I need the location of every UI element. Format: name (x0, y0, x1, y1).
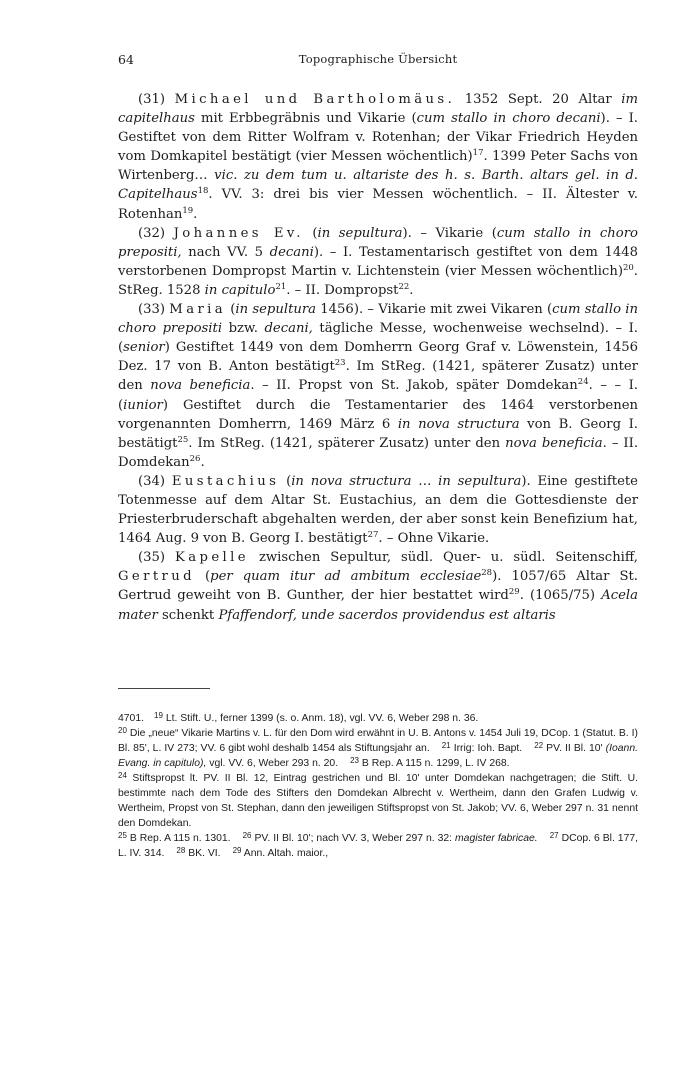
note-ref: 24 (577, 377, 589, 388)
footnote-22: PV. II Bl. 10' (546, 742, 603, 754)
note-ref: 21 (275, 281, 287, 292)
footnote-28: BK. VI. (188, 848, 221, 860)
footnote-20: $^{20}$ Die „neue“ Vikarie Martins v. L. für den Dom wird erwähnt in U. B. Antons v. 1454 Juli 19, DCop. 1 (Statut. B. I) Bl. 85', L. IV 273; VV. 6 gibt wohl deshalb 1454 als Stiftungsjahr an. $^{21}$ Irrig: Ioh. Bapt. $^{22}$ PV. II Bl. 10' (Ioann. Evang. in capitulo), vgl. VV. 6, Weber 293 n. 20. $^{23}$ B Rep. A 115 n. 1299, L. IV 268. (118, 725, 638, 769)
entry-31-name: Michael und Bartholomäus. (174, 92, 456, 107)
footnote-rule (118, 688, 210, 689)
note-ref: 26 (189, 453, 201, 464)
entry-35-name2: Gertrud (118, 569, 195, 585)
footnote-26: PV. II Bl. 10'; nach VV. 3, Weber 297 n. 32: (254, 833, 453, 845)
entry-33-name: Maria (169, 302, 227, 318)
note-ref: 19 (182, 205, 194, 216)
footnote-21: Irrig: Ioh. Bapt. (453, 742, 523, 754)
footnote-line: 4701. $^{19}$ Lt. Stift. U., ferner 1399 (s. o. Anm. 18), vgl. VV. 6, Weber 298 n. 36. (118, 710, 479, 724)
entry-32-name: Johannes Ev. (173, 225, 304, 241)
footnote-27: DCop. 6 Bl. 177, L. IV. 314. (118, 833, 639, 860)
footnote-19: Lt. Stift. U., ferner 1399 (s. o. Anm. 18), vgl. VV. 6, Weber 298 n. 36. (165, 712, 479, 724)
note-ref: 29 (508, 587, 520, 598)
page-number: 64 (118, 52, 134, 67)
footnote-24: $^{24}$ Stiftspropst lt. PV. II Bl. 12, Eintrag gestrichen und Bl. 10' unter Domdekan nachgetragen; die Stift. U. bestimmte nach dem Tode des Stifters den Domdekan Albrecht v. Wertheim, dann den Grafen Ludwig v. Wertheim, Propst von St. Stephan, dann den jeweiligen Stiftspropst von St. Jakob; VV. 6, Weber 297 n. 31 nennt den Domdekan. (118, 771, 638, 830)
entry-35-name: Kapelle (175, 550, 250, 566)
note-ref: 18 (197, 186, 209, 197)
note-ref: 23 (334, 358, 346, 369)
entry-35: (35) Kapelle zwischen Sepultur, südl. Quer- u. südl. Seitenschiff, Gertrud (per quam itur ad ambitum ecclesiae$^{28}$). 1057/65 Altar St. Gertrud geweiht von B. Gunther, der hier bestattet wird$^{29}$. (1065/75) Acela mater schenkt Pfaffendorf, unde sacerdos providendus est altaris (118, 550, 638, 623)
carry-over-note: 4701. (118, 712, 145, 724)
entry-31: (31) Michael und Bartholomäus. 1352 Sept. 20 Altar im capitelhaus mit Erbbegräbnis und Vikarie (cum stallo in choro decani). – I. Gestiftet von dem Ritter Wolfram v. Rotenhan; der Vikar Friedrich Heyden vom Domkapitel bestätigt (vier Messen wöchentlich)$^{17}$. 1399 Peter Sachs von Wirtenberg… vic. zu dem tum u. altariste des h. s. Barth. altars gel. in d. Capitelhaus$^{18}$. VV. 3: drei bis vier Messen wöchentlich. – II. Ältester v. Rotenhan$^{19}$. (118, 92, 639, 222)
note-ref: 22 (398, 281, 410, 292)
note-ref: 20 (622, 262, 634, 273)
note-ref: 17 (472, 148, 484, 159)
footnote-25: $^{25}$ B Rep. A 115 n. 1301. $^{26}$ PV. II Bl. 10'; nach VV. 3, Weber 297 n. 32: magister fabricae. $^{27}$ DCop. 6 Bl. 177, L. IV. 314. $^{28}$ BK. VI. $^{29}$ Ann. Altah. maior., (118, 831, 639, 860)
body-text (118, 90, 638, 625)
entry-32: (32) Johannes Ev. (in sepultura). – Vikarie (cum stallo in choro prepositi, nach VV. 5 decani). – I. Testamentarisch gestiftet von dem 1448 verstorbenen Dompropst Martin v. Lichtenstein (vier Messen wöchentlich)$^{20}$. StReg. 1528 in capitulo$^{21}$. – II. Dompropst$^{22}$. (118, 225, 639, 298)
note-ref: 25 (177, 434, 189, 445)
entry-34: (34) Eustachius (in nova structura … in sepultura). Eine gestiftete Totenmesse auf dem Altar St. Eustachius, an dem die Gottesdienste der Priesterbruderschaft abgehalten werden, der aber sonst kein Benefizium hat, 1464 Aug. 9 von B. Georg I. bestätigt$^{27}$. – Ohne Vikarie. (118, 473, 638, 547)
note-ref: 27 (367, 530, 379, 541)
entry-33: (33) Maria (in sepultura 1456). – Vikarie mit zwei Vikaren (cum stallo in choro prepositi bzw. decani, tägliche Messe, wochenweise wechselnd). – I. (senior) Gestiftet 1449 von dem Domherrn Georg Graf v. Löwenstein, 1456 Dez. 17 von B. Anton bestätigt$^{23}$. Im StReg. (1421, späterer Zusatz) unter den nova beneficia. – II. Propst von St. Jakob, später Domdekan$^{24}$. – – I. (iunior) Gestiftet durch die Testamentarier des 1464 verstorbenen vorgenannten Domherrn, 1469 März 6 in nova structura von B. Georg I. bestätigt$^{25}$. Im StReg. (1421, späterer Zusatz) unter den nova beneficia. – II. Domdekan$^{26}$. (118, 302, 639, 470)
page (118, 52, 638, 862)
entry-34-name: Eustachius (171, 473, 280, 489)
footnote-23: B Rep. A 115 n. 1299, L. IV 268. (361, 757, 510, 769)
footnote-29: Ann. Altah. maior., (243, 848, 329, 860)
footnotes (118, 711, 638, 862)
running-title: Topographische Übersicht (298, 52, 458, 66)
note-ref: 28 (481, 568, 493, 579)
running-head (118, 52, 638, 76)
